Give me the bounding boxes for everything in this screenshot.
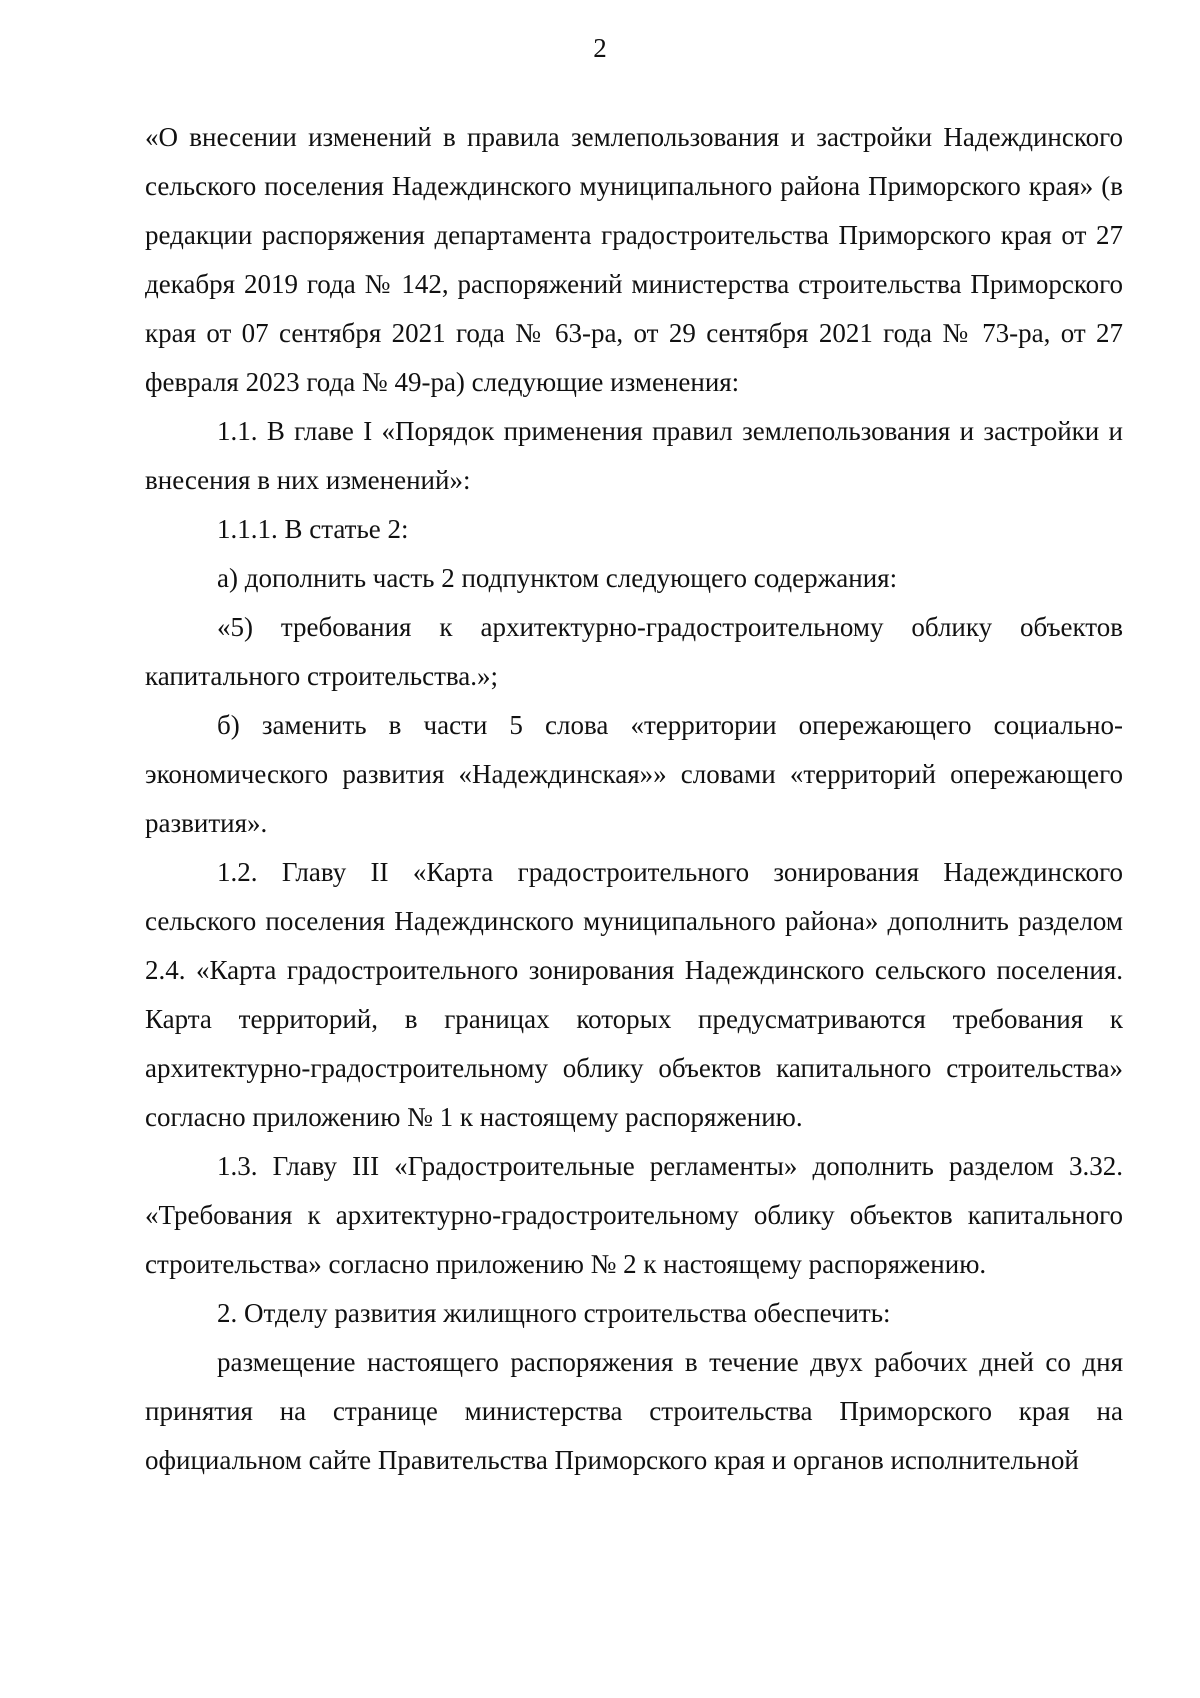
paragraph-1-1-1: 1.1.1. В статье 2: [217, 514, 409, 544]
paragraph-amendment-title: «О внесении изменений в правила землепользования и застройки Надеждинского сельского поселения Надеждинского муниципального района Приморского края» (в редакции распоряжения департамента градостроительства Приморского края от 27 декабря 2019 года № 142, распоряжений министерства строительства Приморского края от 07 сентября 2021 года № 63-ра, от 29 сентября 2021 года № 73-ра, от 27 февраля 2023 года № 49-ра) следующие изменения: [145, 122, 1123, 397]
paragraph-publication: размещение настоящего распоряжения в течение двух рабочих дней со дня принятия на странице министерства строительства Приморского края на официальном сайте Правительства Приморского края и органов исполнительной [145, 1347, 1123, 1475]
paragraph-quote-5: «5) требования к архитектурно-градостроительному облику объектов капитального строительства.»; [145, 612, 1123, 691]
paragraph-1-3: 1.3. Главу III «Градостроительные регламенты» дополнить разделом 3.32. «Требования к архитектурно-градостроительному облику объектов капитального строительства» согласно приложению № 2 к настоящему распоряжению. [145, 1151, 1123, 1279]
page-number: 2 [593, 33, 607, 63]
document-body [145, 113, 1123, 1485]
paragraph-subitem-b: б) заменить в части 5 слова «территории опережающего социально-экономического развития «Надеждинская»» словами «территорий опережающего развития». [145, 710, 1123, 838]
paragraph-2: 2. Отделу развития жилищного строительства обеспечить: [217, 1298, 891, 1328]
paragraph-subitem-a: а) дополнить часть 2 подпунктом следующего содержания: [217, 563, 898, 593]
paragraph-1-2: 1.2. Главу II «Карта градостроительного зонирования Надеждинского сельского поселения Надеждинского муниципального района» дополнить разделом 2.4. «Карта градостроительного зонирования Надеждинского сельского поселения. Карта территорий, в границах которых предусматриваются требования к архитектурно-градостроительному облику объектов капитального строительства» согласно приложению № 1 к настоящему распоряжению. [145, 857, 1123, 1132]
paragraph-1-1: 1.1. В главе I «Порядок применения правил землепользования и застройки и внесения в них изменений»: [145, 416, 1123, 495]
